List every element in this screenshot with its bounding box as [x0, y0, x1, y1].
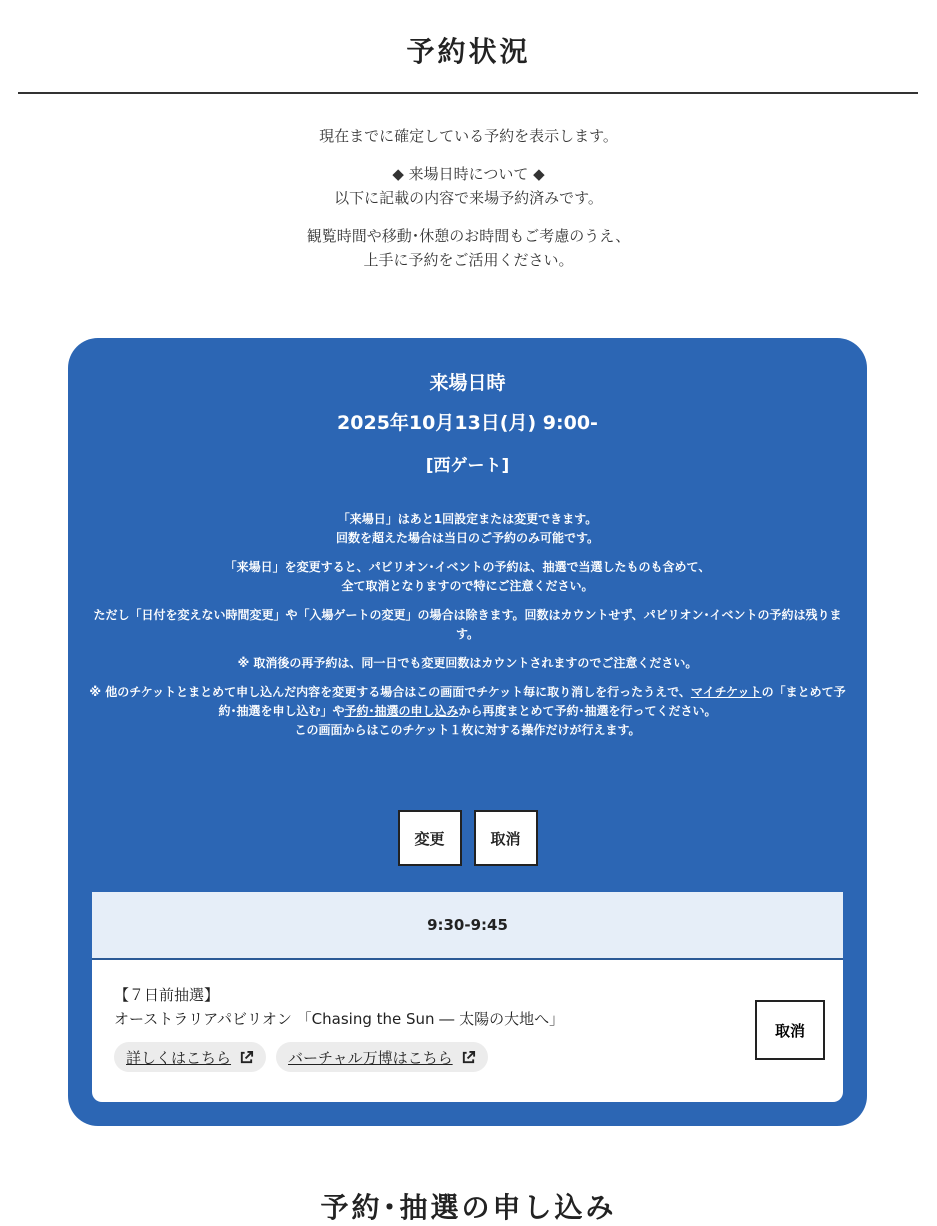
details-link-label: 詳しくはこちら: [126, 1048, 232, 1067]
visit-datetime: 2025年10月13日(月) 9:00-: [337, 412, 598, 434]
visit-notes: [86, 510, 849, 750]
page-title: 予約状況: [406, 35, 531, 68]
advice-line-2: 上手に予約をご活用ください。: [363, 251, 574, 269]
cancel-reservation-button[interactable]: 取消: [755, 1000, 825, 1060]
cancel-visit-button[interactable]: 取消: [474, 810, 538, 866]
note-line: 「来場日」を変更すると、パビリオン･イベントの予約は、抽選で当選したものも含めて、: [224, 560, 711, 574]
note-text: から再度まとめて予約･抽選を行ってください。: [458, 704, 717, 718]
note-change-count: [86, 510, 849, 548]
intro-line: 現在までに確定している予約を表示します。: [319, 127, 618, 145]
reservation-tag: 【７日前抽選】: [114, 986, 220, 1004]
section-heading-apply: 予約･抽選の申し込み: [320, 1191, 617, 1224]
visit-about-text: 以下に記載の内容で来場予約済みです。: [334, 189, 603, 207]
visit-card: [68, 338, 867, 1126]
visit-label: 来場日時: [429, 372, 506, 394]
title-divider: [18, 92, 918, 94]
note-line: 「来場日」はあと1回設定または変更できます。: [337, 512, 598, 526]
advice-line-1: 観覧時間や移動･休憩のお時間もご考慮のうえ、: [306, 227, 631, 245]
visit-actions: [68, 810, 867, 866]
visit-gate: [西ゲート]: [425, 456, 510, 476]
note-multi-ticket: [86, 683, 849, 740]
external-link-icon: [239, 1050, 254, 1065]
advice-block: [0, 224, 937, 272]
reservation-body: [92, 960, 843, 1096]
reservation-apply-link[interactable]: 予約･抽選の申し込み: [344, 704, 459, 718]
external-link-icon: [461, 1050, 476, 1065]
visit-header: [68, 366, 867, 486]
visit-about-block: [0, 162, 937, 210]
reservation-time: 9:30-9:45: [92, 892, 843, 960]
intro-text: [0, 124, 937, 286]
note-line: 回数を超えた場合は当日のご予約のみ可能です。: [335, 531, 600, 545]
note-change-warning: [86, 558, 849, 596]
reservation-name: オーストラリアパビリオン 「Chasing the Sun ― 太陽の大地へ」: [114, 1010, 565, 1028]
details-link[interactable]: [114, 1042, 266, 1072]
virtual-expo-link-label: バーチャル万博はこちら: [288, 1048, 453, 1067]
note-line: 全て取消となりますので特にご注意ください。: [341, 579, 594, 593]
virtual-expo-link[interactable]: [276, 1042, 488, 1072]
reservation-links: [114, 1042, 821, 1072]
visit-about-heading: ◆ 来場日時について ◆: [392, 165, 545, 183]
note-text: の「まとめて予約･抽選を申し込む」や: [218, 685, 846, 718]
note-rebook: ※ 取消後の再予約は、同一日でも変更回数はカウントされますのでご注意ください。: [237, 656, 698, 670]
my-ticket-link[interactable]: マイチケット: [690, 685, 762, 699]
reservation-item: [92, 892, 843, 1102]
note-text: この画面からはこのチケット１枚に対する操作だけが行えます。: [294, 723, 641, 737]
change-visit-button[interactable]: 変更: [398, 810, 462, 866]
note-text: ※ 他のチケットとまとめて申し込んだ内容を変更する場合はこの画面でチケット毎に取り消しを行ったうえで、: [89, 685, 691, 699]
note-exception: ただし「日付を変えない時間変更」や「入場ゲートの変更」の場合は除きます。回数はカウントせず、パビリオン･イベントの予約は残ります。: [93, 608, 842, 641]
